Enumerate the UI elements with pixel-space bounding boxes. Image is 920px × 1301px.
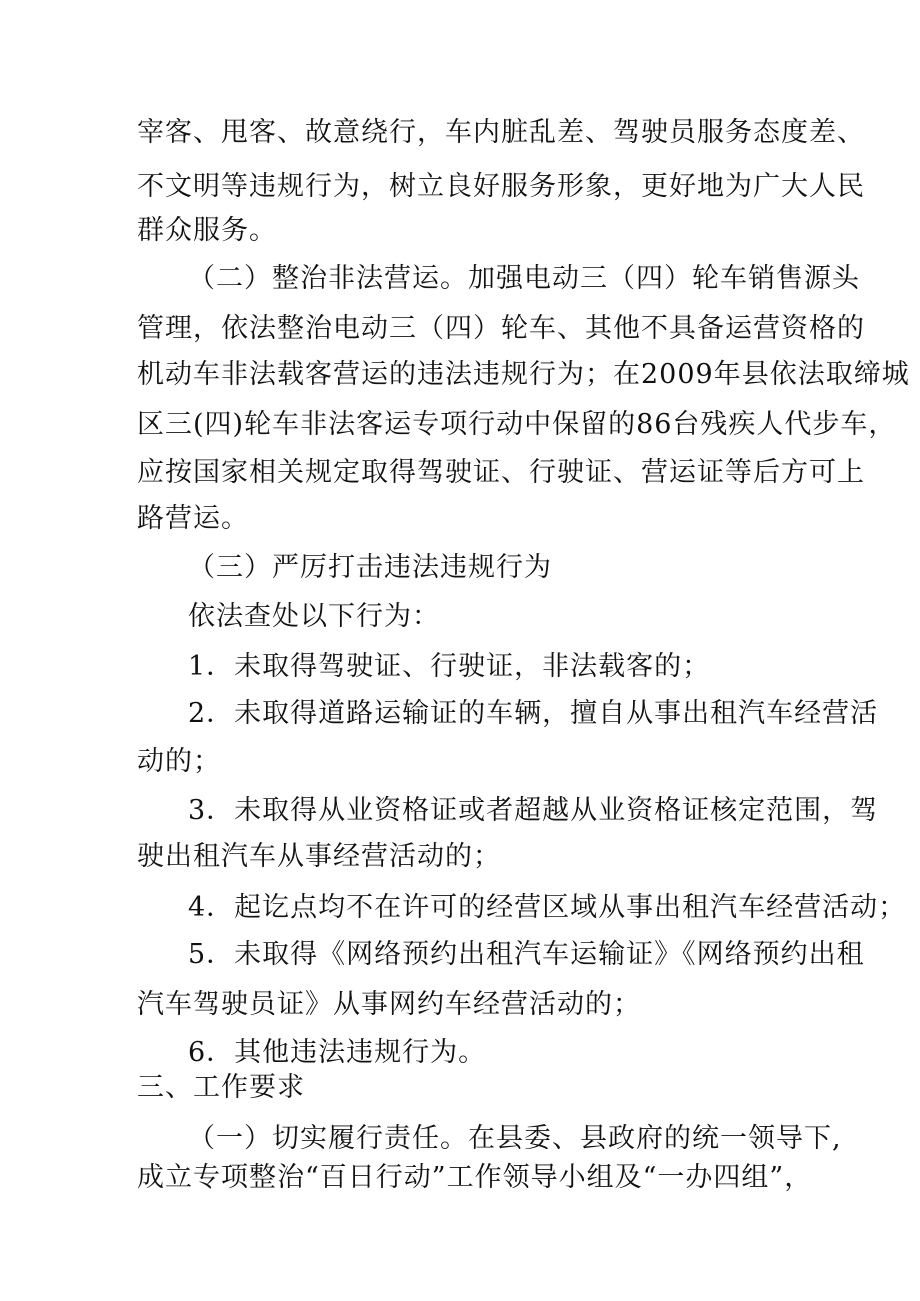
text-line-18: 5．未取得《网络预约出租汽车运输证》《网络预约出租 [188,939,865,970]
text-line-19: 汽车驾驶员证》从事网约车经营活动的； [137,989,641,1020]
text-line-23: 成立专项整治“百日行动”工作领导小组及“一办四组”， [137,1162,813,1193]
text-line-11: 依法查处以下行为： [188,601,440,632]
text-line-8: 应按国家相关规定取得驾驶证、行驶证、营运证等后方可上 [137,457,865,488]
text-line-15: 3．未取得从业资格证或者超越从业资格证核定范围，驾 [188,795,879,826]
text-line-10: （三）严厉打击违法违规行为 [188,552,552,583]
text-line-5: 管理，依法整治电动三（四）轮车、其他不具备运营资格的 [137,313,865,344]
text-line-6: 机动车非法载客营运的违法违规行为；在2009年县依法取缔城 [137,359,910,390]
text-line-13: 2．未取得道路运输证的车辆，擅自从事出租汽车经营活 [188,698,879,729]
text-line-7: 区三(四)轮车非法客运专项行动中保留的86台残疾人代步车， [137,409,897,440]
text-line-17: 4．起讫点均不在许可的经营区域从事出租汽车经营活动； [188,892,907,923]
text-line-12: 1．未取得驾驶证、行驶证，非法载客的； [188,651,711,682]
text-line-16: 驶出租汽车从事经营活动的； [137,841,501,872]
text-line-20: 6．其他违法违规行为。 [188,1037,487,1068]
text-line-21: 三、工作要求 [137,1072,305,1103]
text-line-3: 群众服务。 [137,215,277,246]
text-line-2: 不文明等违规行为，树立良好服务形象，更好地为广大人民 [137,171,865,202]
text-line-4: （二）整治非法营运。加强电动三（四）轮车销售源头 [188,263,860,294]
text-line-1: 宰客、甩客、故意绕行，车内脏乱差、驾驶员服务态度差、 [137,117,865,148]
text-line-14: 动的； [137,746,221,777]
text-line-9: 路营运。 [137,503,249,534]
text-line-22: （一）切实履行责任。在县委、县政府的统一领导下, [188,1123,842,1154]
